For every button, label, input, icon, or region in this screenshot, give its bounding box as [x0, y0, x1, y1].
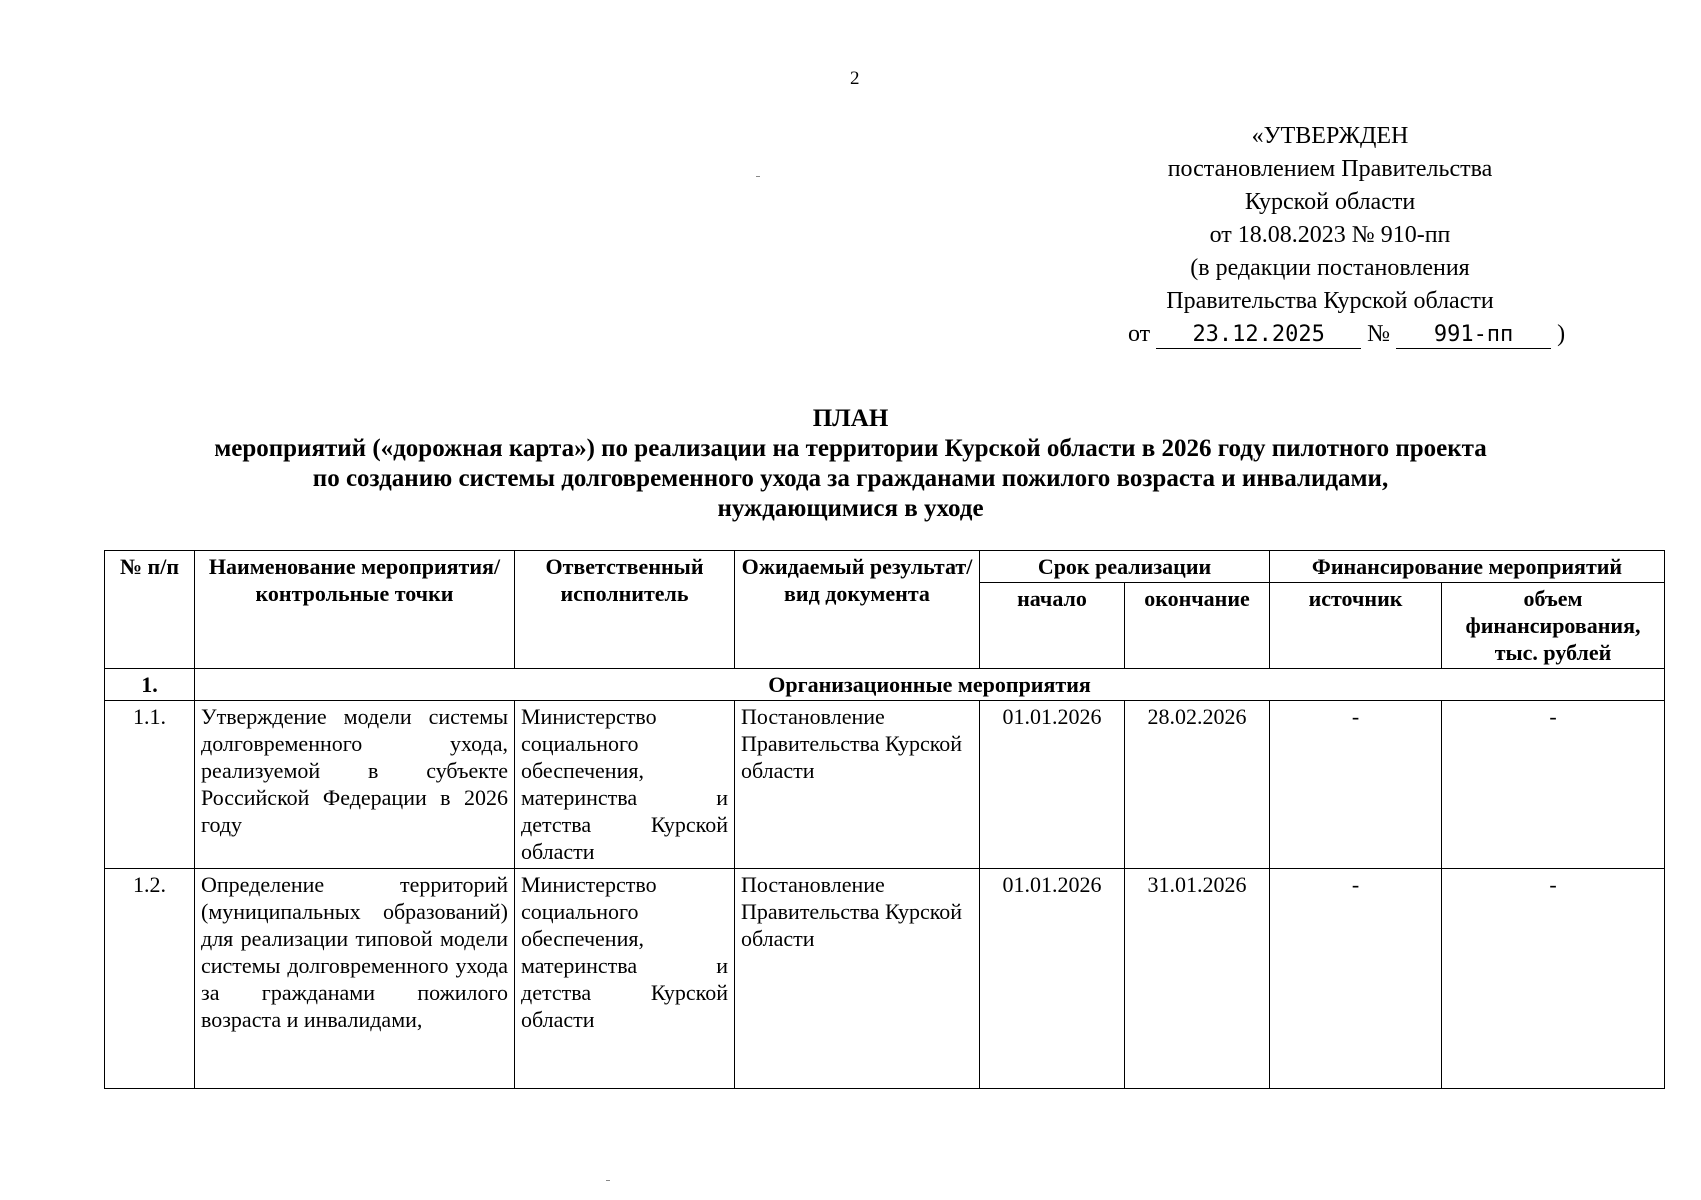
- revision-date: 23.12.2025: [1156, 322, 1361, 349]
- row-executor: Министерство социального обеспечения, материнства и детства Курской области: [515, 701, 735, 869]
- approval-line: от 18.08.2023 № 910-пп: [1209, 222, 1451, 248]
- row-num: 1.2.: [105, 869, 195, 1089]
- row-end: 28.02.2026: [1125, 701, 1270, 869]
- plan-subtitle-line: мероприятий («дорожная карта») по реализации на территории Курской области в 2026 году пилотного проекта: [214, 435, 1487, 462]
- from-label: от: [1128, 321, 1151, 347]
- scan-speck: [756, 176, 760, 177]
- row-source: -: [1270, 869, 1442, 1089]
- approval-signature-line: [1100, 318, 1566, 351]
- closing-bracket: ): [1557, 321, 1566, 347]
- row-amount: -: [1442, 701, 1665, 869]
- header-end: окончание: [1125, 583, 1270, 669]
- header-result: Ожидаемый результат/вид документа: [735, 551, 980, 669]
- approval-line: «УТВЕРЖДЕН: [1251, 123, 1409, 149]
- plan-heading: ПЛАН: [812, 405, 889, 432]
- row-result: Постановление Правительства Курской области: [735, 869, 980, 1089]
- approval-line: Курской области: [1244, 189, 1416, 215]
- header-name: Наименование мероприятия/контрольные точки: [195, 551, 515, 669]
- section-num: 1.: [105, 669, 195, 701]
- header-period: Срок реализации: [980, 551, 1270, 583]
- row-end: 31.01.2026: [1125, 869, 1270, 1089]
- section-row: [105, 669, 1665, 701]
- table-row: [105, 869, 1665, 1089]
- header-row: [105, 551, 1665, 583]
- header-executor: Ответственный исполнитель: [515, 551, 735, 669]
- page-number: 2: [850, 68, 860, 89]
- roadmap-table: [104, 550, 1665, 1089]
- row-start: 01.01.2026: [980, 701, 1125, 869]
- row-amount: -: [1442, 869, 1665, 1089]
- section-title: Организационные мероприятия: [195, 669, 1665, 701]
- number-label: №: [1367, 321, 1391, 347]
- row-num: 1.1.: [105, 701, 195, 869]
- plan-subtitle-line: нуждающимися в уходе: [717, 495, 984, 522]
- scan-speck: [606, 1180, 610, 1181]
- header-num: № п/п: [105, 551, 195, 669]
- row-name: Определение территорий (муниципальных образований) для реализации типовой модели системы долговременного ухода за гражданами пожилого возраста и инвалидами,: [195, 869, 515, 1089]
- header-amount: объем финансирования, тыс. рублей: [1442, 583, 1665, 669]
- plan-title: [0, 404, 1701, 524]
- row-start: 01.01.2026: [980, 869, 1125, 1089]
- approval-line: Правительства Курской области: [1166, 288, 1494, 314]
- approval-stamp: [1100, 120, 1566, 351]
- row-result: Постановление Правительства Курской области: [735, 701, 980, 869]
- header-financing: Финансирование мероприятий: [1270, 551, 1665, 583]
- approval-line: постановлением Правительства: [1167, 156, 1493, 182]
- approval-line: (в редакции постановления: [1190, 255, 1470, 281]
- header-source: источник: [1270, 583, 1442, 669]
- revision-number: 991-пп: [1396, 322, 1551, 349]
- row-executor: Министерство социального обеспечения, материнства и детства Курской области: [515, 869, 735, 1089]
- table-row: [105, 701, 1665, 869]
- plan-subtitle-line: по созданию системы долговременного ухода за гражданами пожилого возраста и инвалидами,: [312, 465, 1389, 492]
- row-name: Утверждение модели системы долговременного ухода, реализуемой в субъекте Российской Федерации в 2026 году: [195, 701, 515, 869]
- row-source: -: [1270, 701, 1442, 869]
- header-start: начало: [980, 583, 1125, 669]
